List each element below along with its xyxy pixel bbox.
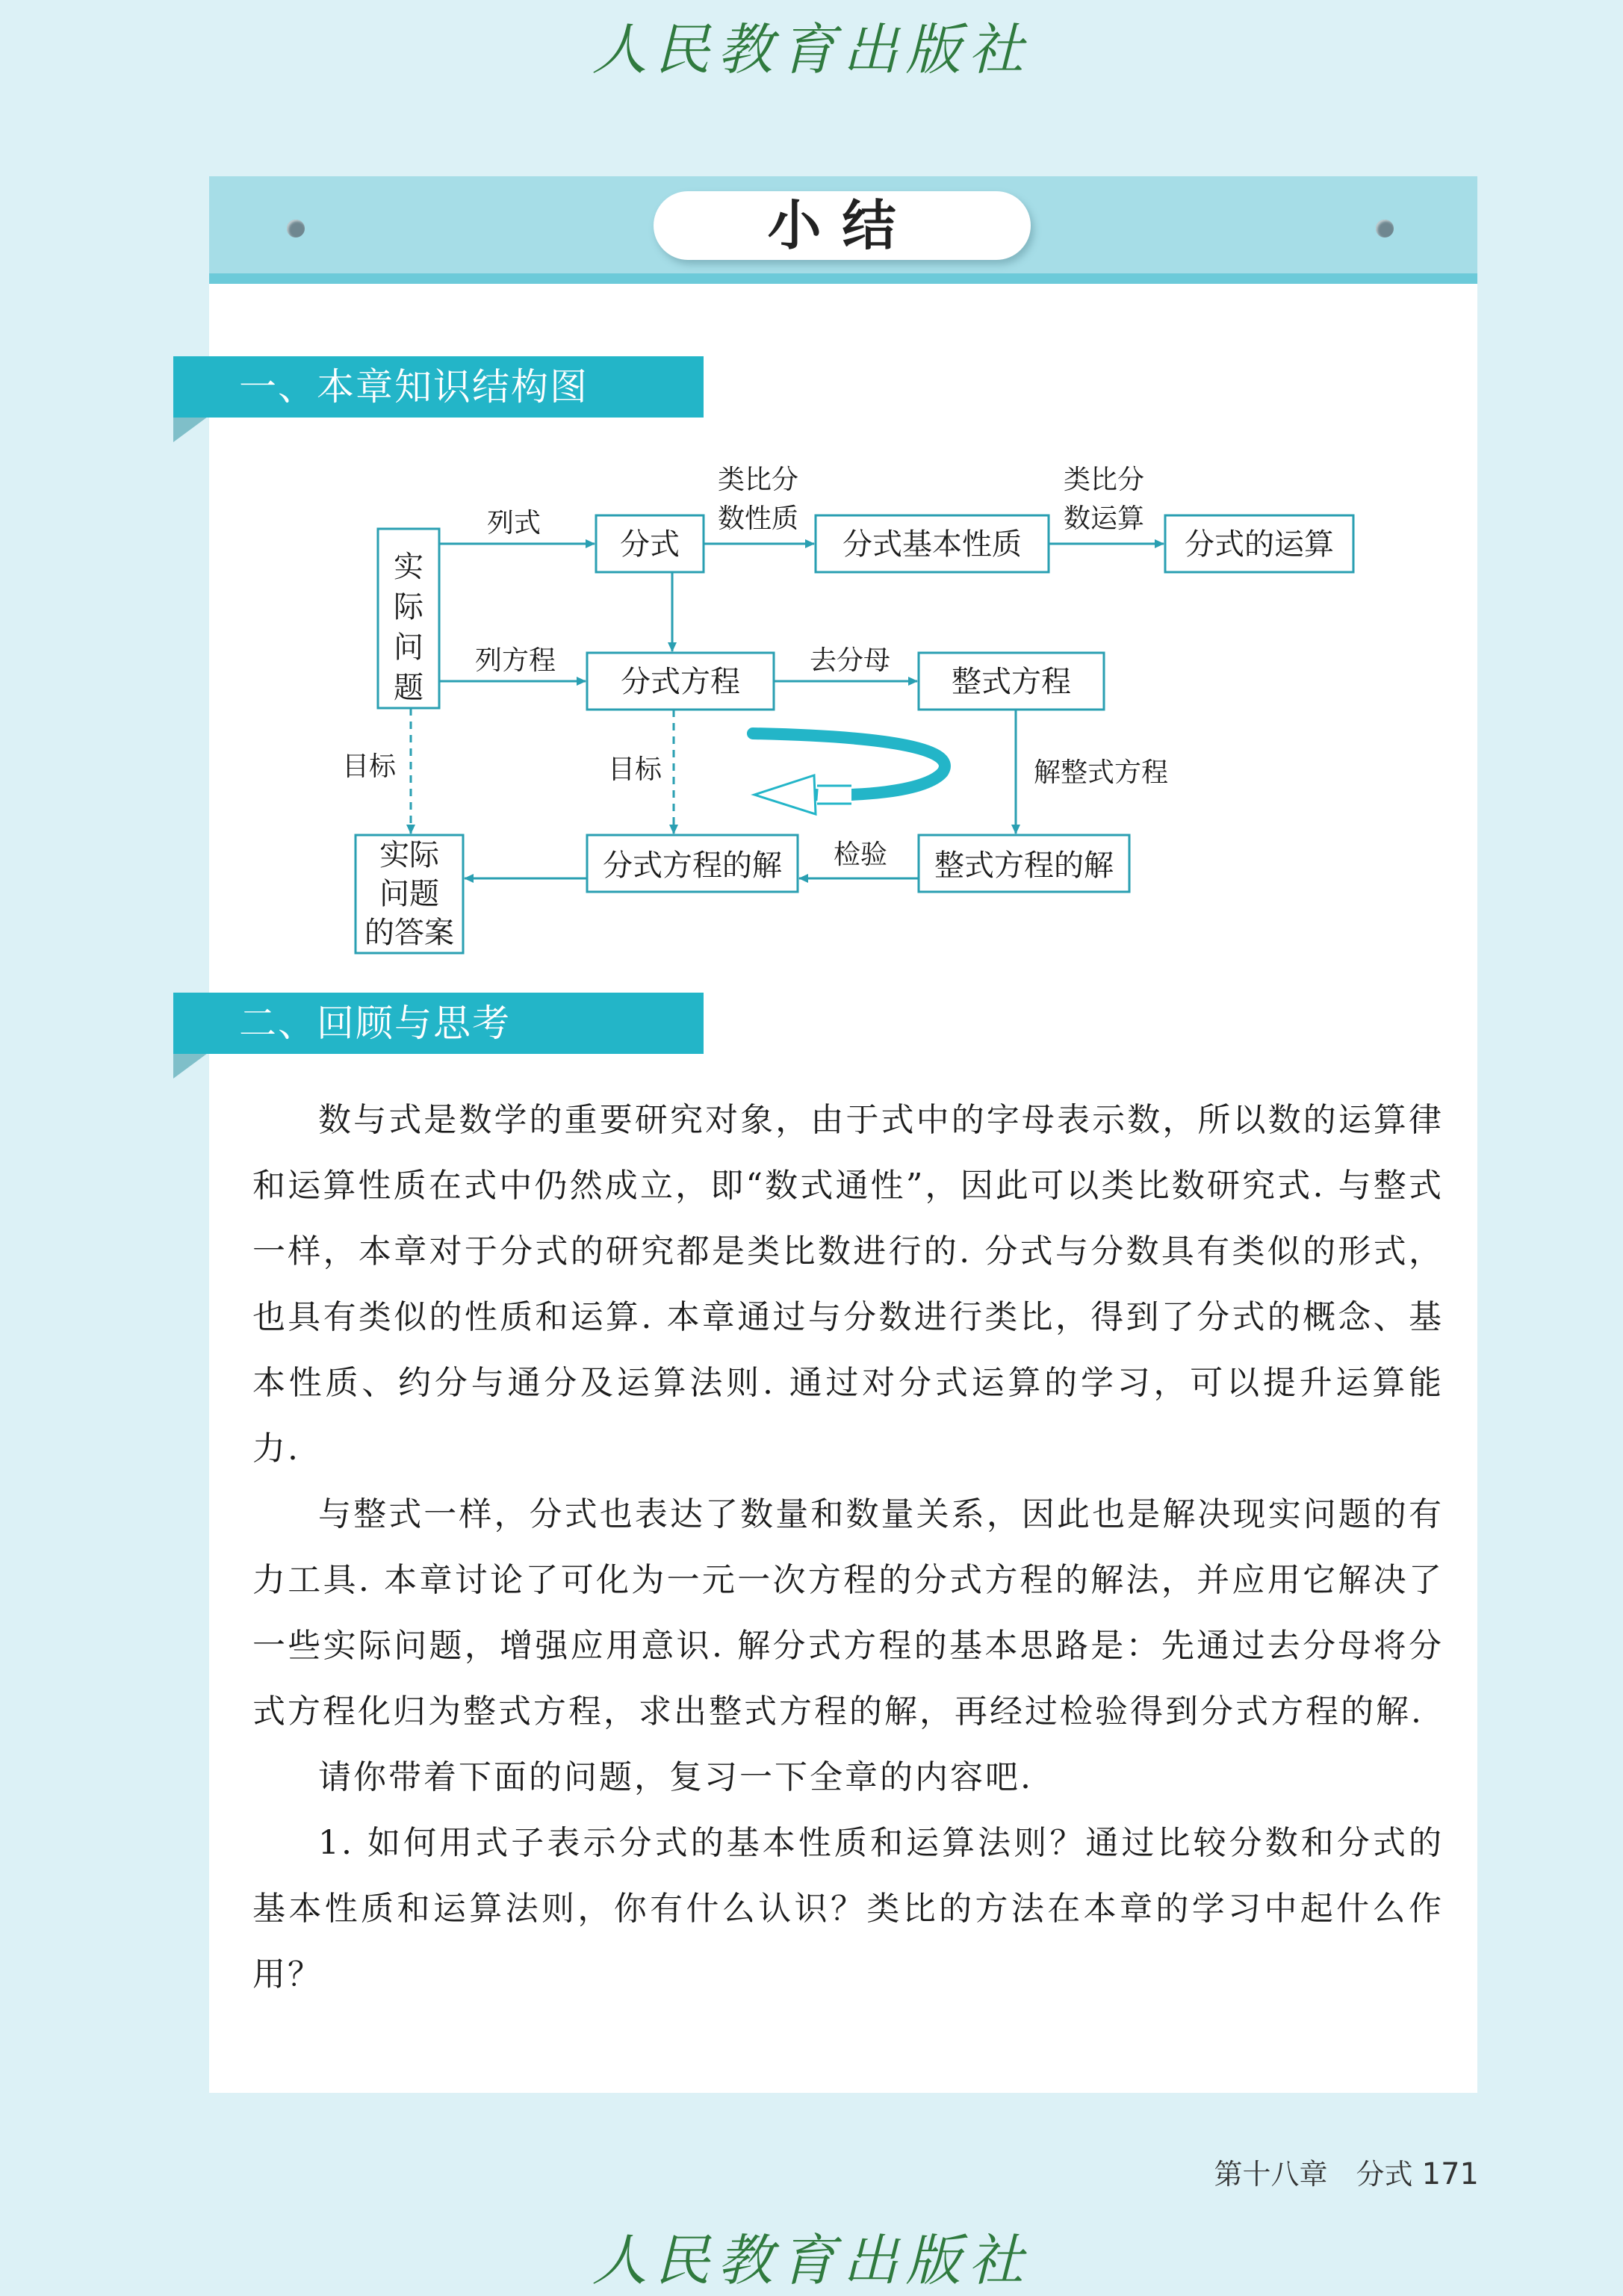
question-item: 1. 如何用式子表示分式的基本性质和运算法则？通过比较分数和分式的基本性质和运算法则，你有什么认识？类比的方法在本章的学习中起什么作用？ [252, 1824, 1444, 1994]
review-body [252, 1088, 1444, 2008]
summary-title: 小结 [654, 191, 1031, 260]
chapter-label: 第十八章 分式 [1214, 2158, 1413, 2191]
node-fraction: 分式 [620, 527, 680, 562]
node-integral-solution: 整式方程的解 [934, 848, 1114, 883]
node-real-problem-line: 实 [394, 550, 423, 584]
node-fraction-equation: 分式方程 [621, 665, 740, 699]
label-list-equation: 列方程 [474, 645, 556, 676]
node-real-problem-line: 问 [394, 630, 423, 665]
label-remove-denominator: 去分母 [809, 645, 891, 676]
section-fold-decoration [173, 1053, 208, 1079]
node-fraction-operation: 分式的运算 [1185, 527, 1334, 562]
paragraph: 与整式一样，分式也表达了数量和数量关系，因此也是解决现实问题的有力工具. 本章讨论了可化为一元一次方程的分式方程的解法，并应用它解决了一些实际问题，增强应用意识. 解分式方程的基本思路是：先通过去分母将分式方程化归为整式方程，求出整式方程的解，再经过检验得到分式方程的解. [252, 1495, 1444, 1731]
section2-heading: 二、回顾与思考 [173, 993, 704, 1054]
node-real-problem-line: 际 [394, 590, 423, 624]
page-number: 171 [1421, 2157, 1479, 2191]
label-check: 检验 [833, 840, 888, 870]
node-basic-property: 分式基本性质 [842, 527, 1022, 562]
knowledge-structure-diagram [0, 0, 1623, 971]
label-list-formula: 列式 [486, 508, 541, 539]
paragraph: 请你带着下面的问题，复习一下全章的内容吧. [318, 1758, 1033, 1796]
label-analogy-operation: 数运算 [1063, 503, 1145, 534]
label-analogy-property: 数性质 [717, 503, 799, 534]
node-answer-line: 问题 [379, 877, 439, 911]
node-real-problem-line: 题 [394, 671, 423, 705]
publisher-logo: 人民教育出版社 [592, 2229, 1031, 2293]
label-analogy-operation: 类比分 [1063, 465, 1145, 495]
label-goal-mid: 目标 [607, 754, 662, 785]
node-answer-line: 实际 [379, 838, 439, 872]
node-answer-line: 的答案 [364, 916, 454, 950]
page-footer [1210, 2151, 1479, 2192]
label-goal-left: 目标 [341, 751, 397, 782]
label-analogy-property: 类比分 [717, 465, 799, 495]
label-solve-integral: 解整式方程 [1033, 757, 1169, 788]
node-fraction-solution: 分式方程的解 [603, 848, 782, 883]
node-integral-equation: 整式方程 [952, 665, 1071, 699]
publisher-logo: 人民教育出版社 [592, 18, 1031, 82]
section1-heading: 一、本章知识结构图 [173, 356, 704, 418]
curved-return-arrow-icon [753, 733, 945, 814]
paragraph: 数与式是数学的重要研究对象，由于式中的字母表示数，所以数的运算律和运算性质在式中仍然成立，即“数式通性”，因此可以类比数研究式. 与整式一样，本章对于分式的研究都是类比数进行的. 分式与分数具有类似的形式，也具有类似的性质和运算. 本章通过与分数进行类比，得到了分式的概念、基本性质、约分与通分及运算法则. 通过对分式运算的学习，可以提升运算能力. [252, 1101, 1444, 1468]
